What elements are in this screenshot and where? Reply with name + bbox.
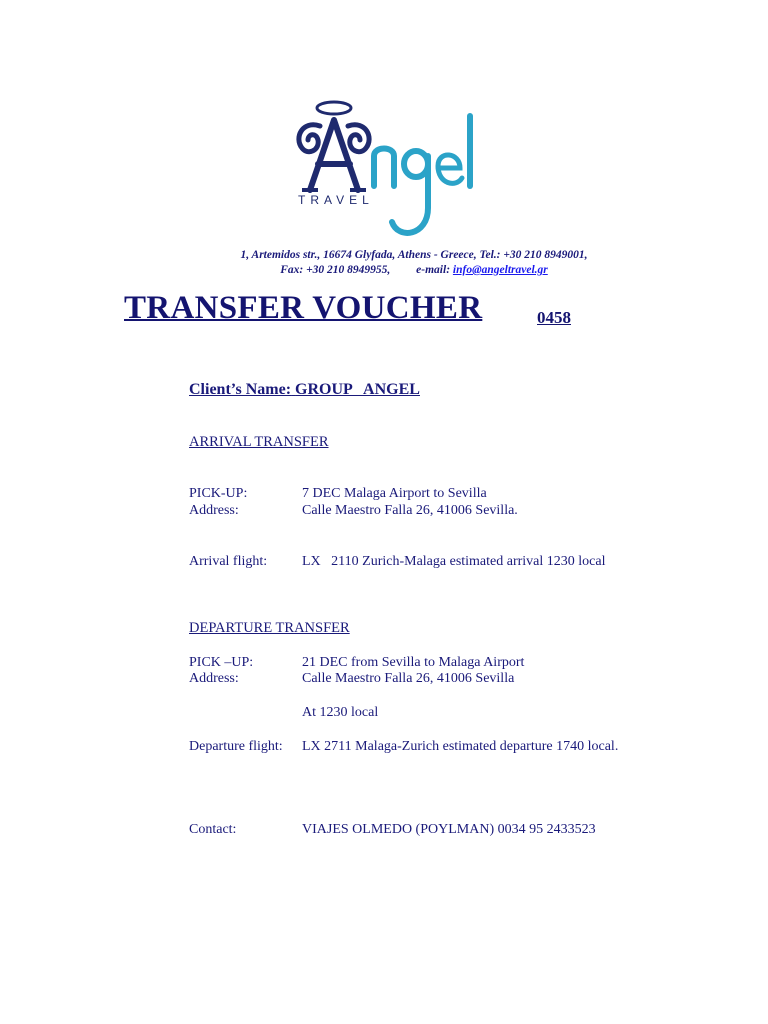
voucher-number: 0458 [537, 308, 571, 327]
client-label: Client’s Name: [189, 381, 292, 398]
departure-pickup-label: PICK –UP: [189, 655, 254, 670]
arrival-flight-value: LX 2110 Zurich-Malaga estimated arrival 1230 local [302, 554, 606, 569]
arrival-heading: ARRIVAL TRANSFER [189, 434, 329, 450]
voucher-title: TRANSFER VOUCHER [124, 290, 483, 326]
company-contact-line [30, 264, 768, 276]
arrival-pickup-label: PICK-UP: [189, 486, 248, 501]
departure-address-value: Calle Maestro Falla 26, 41006 Sevilla [302, 671, 515, 686]
arrival-pickup-value: 7 DEC Malaga Airport to Sevilla [302, 486, 487, 501]
departure-flight-value: LX 2711 Malaga-Zurich estimated departure 1740 local. [302, 739, 619, 754]
arrival-address-label: Address: [189, 503, 239, 518]
departure-flight-label: Departure flight: [189, 739, 283, 754]
company-address-line: 1, Artemidos str., 16674 Glyfada, Athens - Greece, Tel.: +30 210 8949001, [240, 249, 588, 261]
client-name: GROUP ANGEL [295, 381, 420, 398]
angel-travel-logo [288, 98, 478, 248]
fax-text: Fax: +30 210 8949955, [280, 264, 391, 276]
email-link[interactable]: info@angeltravel.gr [452, 264, 548, 276]
client-name-line [189, 381, 420, 399]
contact-label: Contact: [189, 822, 237, 837]
arrival-flight-label: Arrival flight: [189, 554, 268, 569]
arrival-address-value: Calle Maestro Falla 26, 41006 Sevilla. [302, 503, 518, 518]
departure-heading: DEPARTURE TRANSFER [189, 620, 350, 636]
departure-address-label: Address: [189, 671, 239, 686]
departure-pickup-value: 21 DEC from Sevilla to Malaga Airport [302, 655, 525, 670]
logo-subtext: TRAVEL [298, 193, 374, 207]
departure-time-value: At 1230 local [302, 705, 379, 720]
contact-value: VIAJES OLMEDO (POYLMAN) 0034 95 2433523 [302, 822, 596, 837]
email-label: e-mail: [416, 264, 451, 276]
